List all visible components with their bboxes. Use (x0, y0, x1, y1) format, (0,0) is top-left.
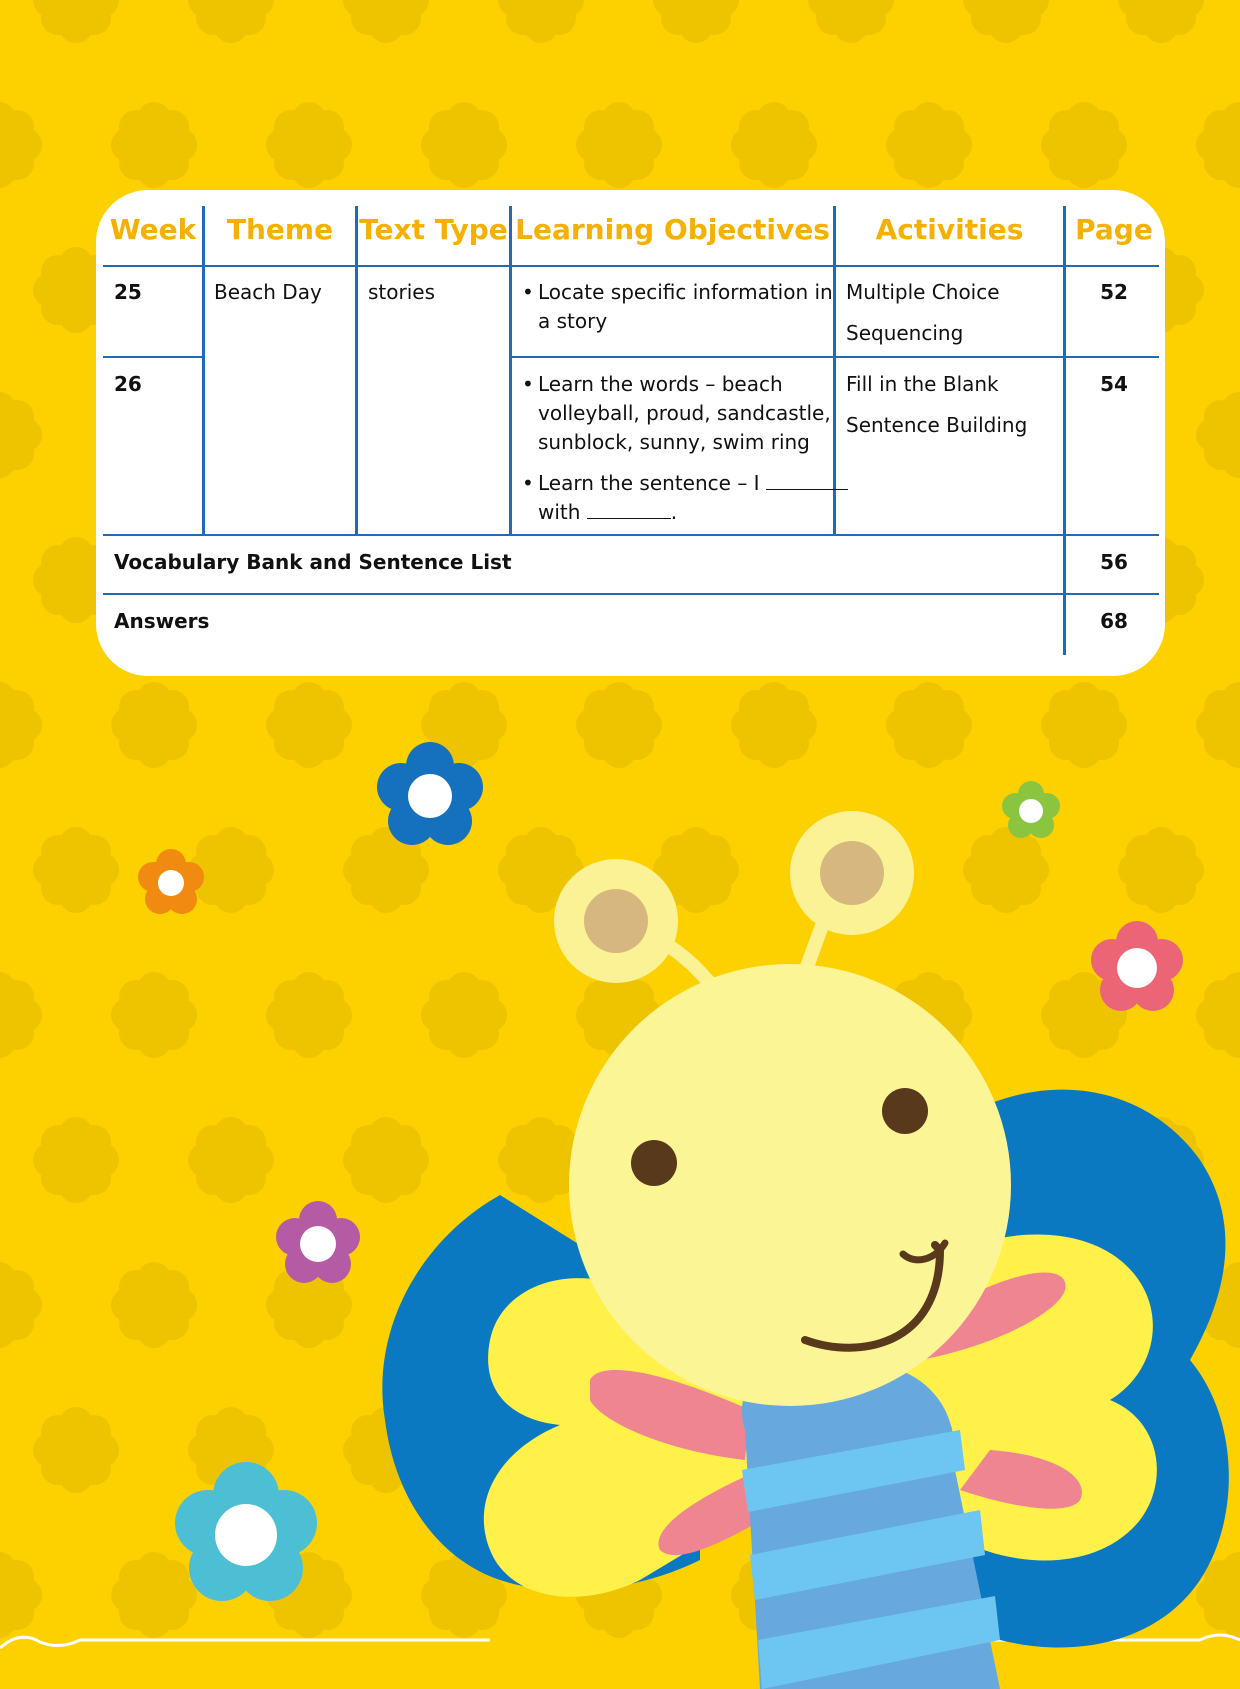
page-number: 56 (1100, 550, 1128, 574)
row-divider (103, 356, 203, 358)
blank-line (766, 471, 848, 490)
header-activities: Activities (875, 213, 1024, 246)
activity-item: Multiple Choice (846, 280, 1000, 304)
page-number: 52 (1100, 280, 1128, 304)
page-number: 54 (1100, 372, 1128, 396)
row-divider (103, 534, 1159, 536)
header-text-type: Text Type (359, 213, 508, 246)
header-page: Page (1075, 213, 1153, 246)
answers-label: Answers (114, 609, 210, 633)
column-divider (1063, 206, 1066, 655)
sentence-text: . (670, 500, 678, 524)
theme-cell: Beach Day (214, 280, 322, 304)
text-type-cell: stories (368, 280, 436, 304)
sentence-text: with (538, 500, 581, 524)
week-number: 25 (114, 280, 142, 304)
column-divider (355, 206, 358, 535)
objective-bullet: • Locate specific information in a story (522, 278, 848, 336)
header-theme: Theme (226, 213, 334, 246)
row-divider (509, 356, 1159, 358)
row-divider (103, 593, 1159, 595)
column-divider (509, 206, 512, 535)
blank-line (587, 500, 671, 519)
header-learning-objectives: Learning Objectives (515, 213, 830, 246)
vocabulary-bank-label: Vocabulary Bank and Sentence List (114, 550, 512, 574)
sentence-text: Learn the sentence – I (538, 471, 760, 495)
week-number: 26 (114, 372, 142, 396)
contents-table (96, 190, 1165, 676)
activity-item: Sentence Building (846, 413, 1028, 437)
objective-bullet: • Learn the words – beach volleyball, proud, sandcastle, sunblock, sunny, swim ring (522, 370, 848, 457)
activity-item: Fill in the Blank (846, 372, 999, 396)
contents-card (96, 190, 1165, 676)
activity-item: Sequencing (846, 321, 964, 345)
objective-bullet (522, 469, 848, 527)
header-week: Week (109, 213, 197, 246)
column-divider (202, 206, 205, 535)
row-divider (103, 265, 1159, 267)
page-number: 68 (1100, 609, 1128, 633)
